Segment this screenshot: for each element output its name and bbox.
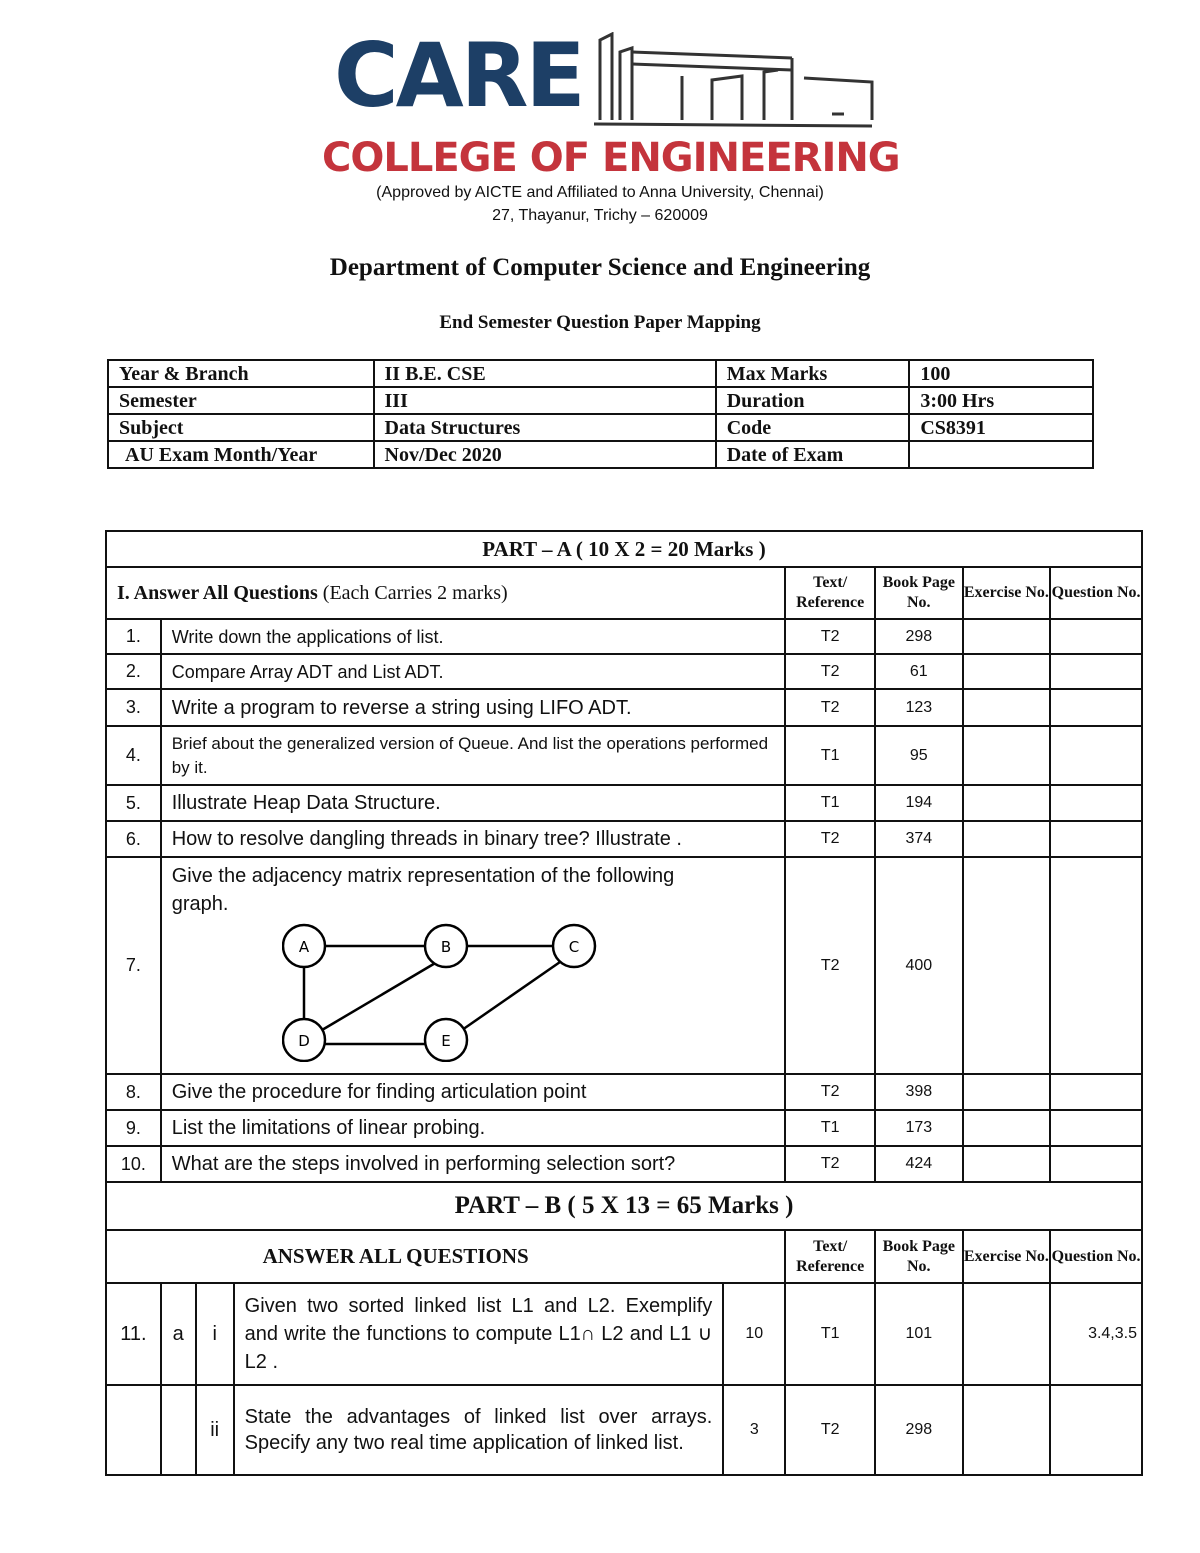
- info-value: 3:00 Hrs: [909, 387, 1093, 414]
- question-text: Give the adjacency matrix representation of the following graph.: [171, 865, 675, 915]
- col-book-page: Book Page No.: [875, 567, 962, 619]
- exercise-no: [963, 1385, 1051, 1475]
- question-row: [106, 1074, 1142, 1110]
- info-label: Date of Exam: [716, 441, 910, 468]
- book-page: 298: [875, 1385, 962, 1475]
- question-number: 10.: [106, 1146, 161, 1182]
- exercise-no: [963, 1146, 1051, 1182]
- info-label: Max Marks: [716, 360, 910, 387]
- part-a-title: PART – A ( 10 X 2 = 20 Marks ): [106, 531, 1142, 567]
- marks: 10: [723, 1283, 785, 1385]
- graph-diagram: [282, 922, 622, 1062]
- instruction-rest: (Each Carries 2 marks): [317, 581, 508, 604]
- col-exercise: Exercise No.: [963, 567, 1051, 619]
- part-a-header-row: [106, 567, 1142, 619]
- info-label: Subject: [108, 414, 374, 441]
- question-row: [106, 821, 1142, 857]
- info-value: Data Structures: [374, 414, 716, 441]
- text-reference: T1: [785, 1110, 875, 1146]
- book-page: 298: [875, 619, 962, 654]
- info-row: [108, 387, 1093, 414]
- question-sub: a: [161, 1283, 196, 1385]
- question-text: State the advantages of linked list over arrays. Specify any two real time application of linked list.: [234, 1385, 724, 1475]
- info-row: [108, 414, 1093, 441]
- question-row: [106, 654, 1142, 689]
- question-no: [1050, 654, 1142, 689]
- question-number: 7.: [106, 857, 161, 1074]
- question-part: i: [196, 1283, 234, 1385]
- node-a: A: [298, 938, 309, 956]
- info-value: CS8391: [909, 414, 1093, 441]
- info-row: [108, 441, 1093, 468]
- book-page: 101: [875, 1283, 962, 1385]
- exercise-no: [963, 726, 1051, 785]
- text-reference: T2: [785, 654, 875, 689]
- question-no: [1050, 1110, 1142, 1146]
- question-no: [1050, 785, 1142, 821]
- question-number: 4.: [106, 726, 161, 785]
- text-reference: T1: [785, 726, 875, 785]
- book-page: 400: [875, 857, 962, 1074]
- exercise-no: [963, 619, 1051, 654]
- question-no: 3.4,3.5: [1050, 1283, 1142, 1385]
- approval-text: (Approved by AICTE and Affiliated to Anna University, Chennai): [376, 184, 824, 201]
- col-text-reference: Text/ Reference: [785, 1230, 875, 1283]
- edge-b-d: [322, 962, 437, 1030]
- info-value: II B.E. CSE: [374, 360, 716, 387]
- part-b-title-row: [106, 1182, 1142, 1230]
- question-number: 3.: [106, 689, 161, 726]
- text-reference: T2: [785, 1146, 875, 1182]
- exam-info-table: [107, 359, 1094, 469]
- node-d: D: [297, 1032, 310, 1050]
- document-title: End Semester Question Paper Mapping: [439, 312, 761, 333]
- question-text: Brief about the generalized version of Queue. And list the operations performed by it.: [161, 726, 786, 785]
- building-icon: [592, 32, 874, 128]
- info-label: Year & Branch: [108, 360, 374, 387]
- book-page: 61: [875, 654, 962, 689]
- question-row: [106, 689, 1142, 726]
- text-reference: T2: [785, 821, 875, 857]
- question-text: Given two sorted linked list L1 and L2. Exemplify and write the functions to compute L1∩ L2 and L1 ∪ L2 .: [234, 1283, 724, 1385]
- marks: 3: [723, 1385, 785, 1475]
- part-b-instruction: ANSWER ALL QUESTIONS: [106, 1230, 785, 1283]
- department-title: Department of Computer Science and Engineering: [329, 254, 871, 281]
- question-no: [1050, 689, 1142, 726]
- question-row: [106, 785, 1142, 821]
- exercise-no: [963, 821, 1051, 857]
- book-page: 374: [875, 821, 962, 857]
- question-text: Compare Array ADT and List ADT.: [161, 654, 786, 689]
- question-row: [106, 1146, 1142, 1182]
- exercise-no: [963, 857, 1051, 1074]
- text-reference: T2: [785, 1385, 875, 1475]
- part-b-header-row: [106, 1230, 1142, 1283]
- info-value: Nov/Dec 2020: [374, 441, 716, 468]
- question-text: Illustrate Heap Data Structure.: [161, 785, 786, 821]
- question-text: Give the procedure for finding articulation point: [161, 1074, 786, 1110]
- book-page: 424: [875, 1146, 962, 1182]
- question-number: 9.: [106, 1110, 161, 1146]
- question-sub: [161, 1385, 196, 1475]
- node-e: E: [440, 1032, 451, 1050]
- exercise-no: [963, 654, 1051, 689]
- col-book-page: Book Page No.: [875, 1230, 962, 1283]
- exercise-no: [963, 689, 1051, 726]
- part-a-title-row: [106, 531, 1142, 567]
- question-number: 11.: [106, 1283, 161, 1385]
- brand-care: CARE: [334, 24, 583, 127]
- question-number: 2.: [106, 654, 161, 689]
- question-no: [1050, 726, 1142, 785]
- question-text: How to resolve dangling threads in binary tree? Illustrate .: [161, 821, 786, 857]
- question-text: Write down the applications of list.: [161, 619, 786, 654]
- question-number: 6.: [106, 821, 161, 857]
- question-no: [1050, 1385, 1142, 1475]
- book-page: 194: [875, 785, 962, 821]
- instruction-bold: I. Answer All Questions: [117, 581, 318, 604]
- question-row: [106, 1110, 1142, 1146]
- question-text: List the limitations of linear probing.: [161, 1110, 786, 1146]
- question-number: 8.: [106, 1074, 161, 1110]
- edge-c-e: [462, 962, 560, 1030]
- book-page: 95: [875, 726, 962, 785]
- exercise-no: [963, 1283, 1051, 1385]
- node-c: C: [568, 938, 579, 956]
- text-reference: T2: [785, 619, 875, 654]
- question-number: [106, 1385, 161, 1475]
- question-row: [106, 1385, 1142, 1475]
- text-reference: T2: [785, 689, 875, 726]
- info-value: 100: [909, 360, 1093, 387]
- info-label: Semester: [108, 387, 374, 414]
- brand-college: COLLEGE OF ENGINEERING: [322, 135, 900, 181]
- part-a-instruction: [106, 567, 785, 619]
- info-value: III: [374, 387, 716, 414]
- address-text: 27, Thayanur, Trichy – 620009: [492, 207, 708, 224]
- col-question: Question No.: [1050, 1230, 1142, 1283]
- question-no: [1050, 1074, 1142, 1110]
- question-part: ii: [196, 1385, 234, 1475]
- info-row: [108, 360, 1093, 387]
- question-paper-table: [105, 530, 1143, 1476]
- part-b-title: PART – B ( 5 X 13 = 65 Marks ): [106, 1182, 1142, 1230]
- question-cell: [161, 857, 786, 1074]
- question-no: [1050, 821, 1142, 857]
- text-reference: T2: [785, 1074, 875, 1110]
- text-reference: T2: [785, 857, 875, 1074]
- text-reference: T1: [785, 1283, 875, 1385]
- question-text: What are the steps involved in performing selection sort?: [161, 1146, 786, 1182]
- question-number: 1.: [106, 619, 161, 654]
- question-row: [106, 619, 1142, 654]
- info-label: AU Exam Month/Year: [108, 441, 374, 468]
- book-page: 398: [875, 1074, 962, 1110]
- col-text-reference: Text/ Reference: [785, 567, 875, 619]
- col-question: Question No.: [1050, 567, 1142, 619]
- book-page: 123: [875, 689, 962, 726]
- question-row: [106, 857, 1142, 1074]
- question-number: 5.: [106, 785, 161, 821]
- info-label: Duration: [716, 387, 910, 414]
- info-value: [909, 441, 1093, 468]
- question-row: [106, 1283, 1142, 1385]
- exercise-no: [963, 1110, 1051, 1146]
- exercise-no: [963, 785, 1051, 821]
- node-b: B: [440, 938, 451, 956]
- question-no: [1050, 857, 1142, 1074]
- question-row: [106, 726, 1142, 785]
- col-exercise: Exercise No.: [963, 1230, 1051, 1283]
- question-no: [1050, 619, 1142, 654]
- question-text: Write a program to reverse a string using LIFO ADT.: [161, 689, 786, 726]
- info-label: Code: [716, 414, 910, 441]
- exercise-no: [963, 1074, 1051, 1110]
- book-page: 173: [875, 1110, 962, 1146]
- text-reference: T1: [785, 785, 875, 821]
- question-no: [1050, 1146, 1142, 1182]
- college-logo: [322, 24, 900, 182]
